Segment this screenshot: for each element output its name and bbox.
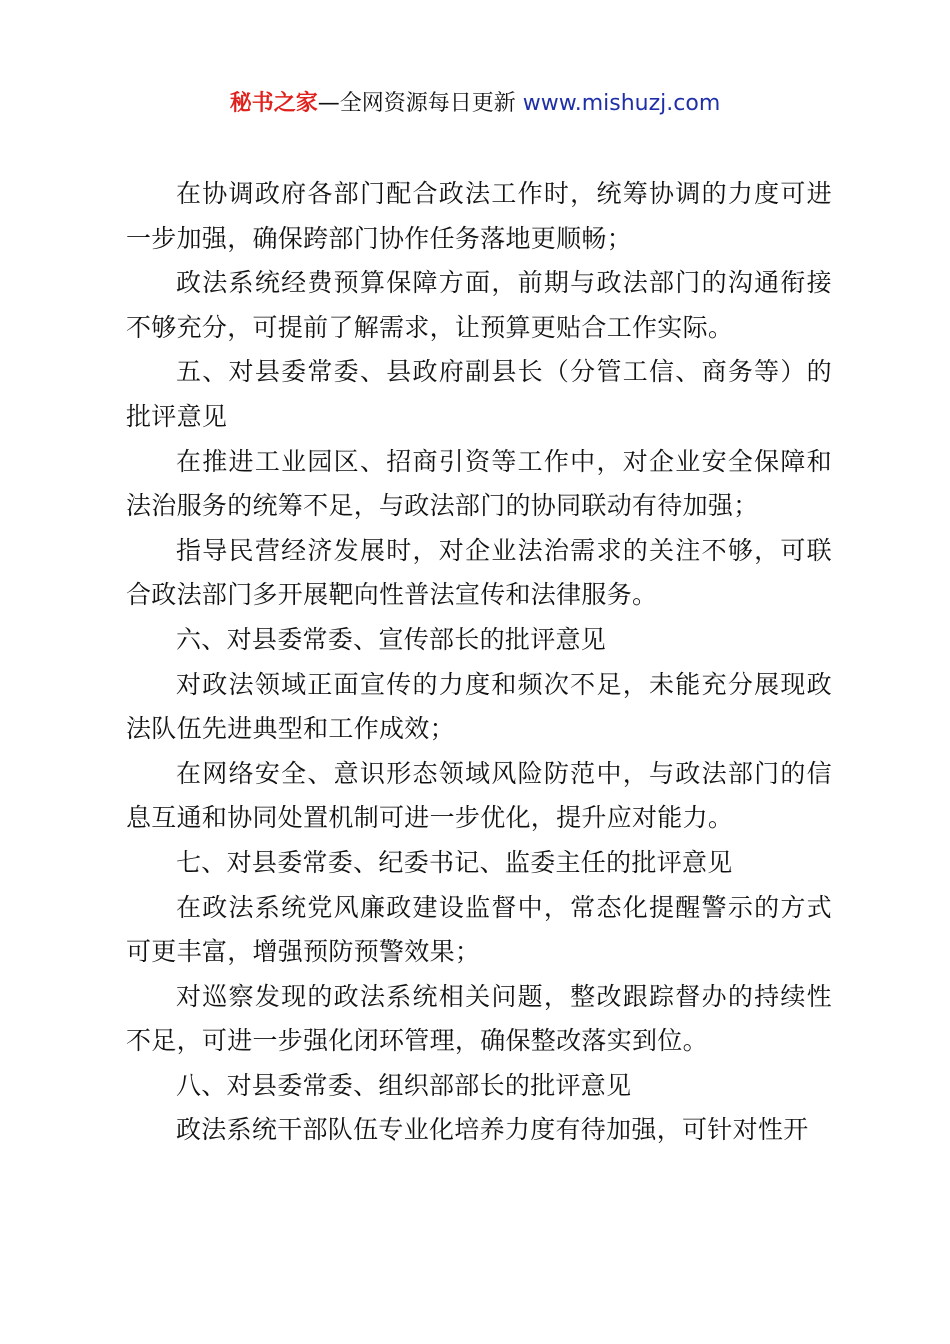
document-body (126, 172, 832, 1153)
site-tagline: —全网资源每日更新 (317, 91, 523, 116)
paragraph: 在政法系统党风廉政建设监督中，常态化提醒警示的方式可更丰富，增强预防预警效果； (126, 892, 832, 967)
section-heading: 五、对县委常委、县政府副县长（分管工信、商务等）的批评意见 (126, 357, 832, 431)
site-brand: 秘书之家 (229, 91, 318, 116)
paragraph: 在网络安全、意识形态领域风险防范中，与政法部门的信息互通和协同处置机制可进一步优化，提升应对能力。 (126, 758, 832, 833)
section-heading: 八、对县委常委、组织部部长的批评意见 (176, 1070, 632, 1100)
section-heading: 七、对县委常委、纪委书记、监委主任的批评意见 (176, 847, 733, 877)
paragraph: 政法系统经费预算保障方面，前期与政法部门的沟通衔接不够充分，可提前了解需求，让预算更贴合工作实际。 (126, 268, 832, 342)
paragraph: 在协调政府各部门配合政法工作时，统筹协调的力度可进一步加强，确保跨部门协作任务落地更顺畅； (126, 179, 832, 253)
section-heading: 六、对县委常委、宣传部长的批评意见 (176, 624, 607, 654)
paragraph: 指导民营经济发展时，对企业法治需求的关注不够，可联合政法部门多开展靶向性普法宣传和法律服务。 (126, 535, 832, 610)
page-header (0, 86, 950, 122)
paragraph: 对政法领域正面宣传的力度和频次不足，未能充分展现政法队伍先进典型和工作成效； (126, 669, 832, 744)
paragraph: 对巡察发现的政法系统相关问题，整改跟踪督办的持续性不足，可进一步强化闭环管理，确保整改落实到位。 (126, 981, 832, 1056)
paragraph: 在推进工业园区、招商引资等工作中，对企业安全保障和法治服务的统筹不足，与政法部门的协同联动有待加强； (126, 446, 832, 521)
paragraph: 政法系统干部队伍专业化培养力度有待加强，可针对性开 (176, 1115, 809, 1145)
site-url-link[interactable]: www.mishuzj.com (522, 91, 721, 116)
